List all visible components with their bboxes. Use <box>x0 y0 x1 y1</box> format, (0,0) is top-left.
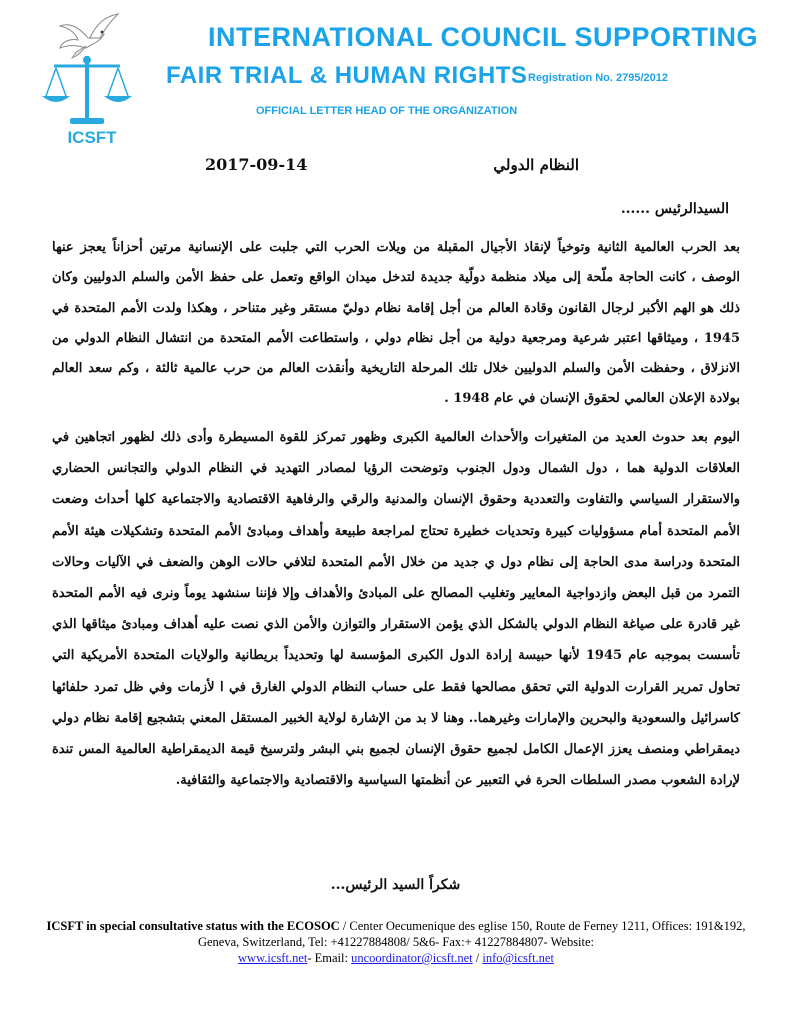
email-separator: / <box>472 951 483 965</box>
email-label: - Email: <box>307 951 352 965</box>
registration-number: Registration No. 2795/2012 <box>528 72 669 84</box>
dove-icon <box>60 14 118 58</box>
closing-line: شكراً السيد الرئيس... <box>330 877 461 893</box>
body-paragraph-2: اليوم بعد حدوث العديد من المتغيرات والأحداث العالمية الكبرى وظهور تمركز للقوة المسيطرة وأدى ذلك لظهور اتجاهين في العلاقات الدولية هما ، دول الشمال ودول الجنوب وتوضحت الرؤيا لمصادر التهديد في النظام الدولي والتجانس الحضاري والاستقرار السياسي والتفاوت والتعددية وحقوق الإنسان والمدنية والرقي والرفاهية الاقتصادية والاجتماعية كلها أحداث وضعت الأمم المتحدة أمام مسؤوليات كبيرة وتحديات خطيرة تحتاج لمراجعة طبيعة وأهداف ومبادئ الأمم المتحدة وتشكيلات هيئة الأمم المتحدة ودراسة مدى الحاجة إلى نظام دول ي جديد من خلال الأمم المتحدة لتلافي حالات الوهن والضعف في الآليات وحالات التمرد من قبل البعض وازدواجية المعايير وتغليب المصالح على المبادئ والأهداف وإلا فإننا سنشهد يوماً ونرى فيه الأمم المتحدة غير قادرة على صياغة النظام الدولي بالشكل الذي يؤمن الاستقرار والتوازن والأمن الذي نصت عليه أهداف ومبادئ ميثاقها الذي تأسست بموجبه عام 1945 لأنها حبيسة إرادة الدول الكبرى المؤسسة لها وتحديداً بريطانية والولايات المتحدة الأمريكية التي تحاول تمرير القرارت الدولية التي تحقق مصالحها فقط على حساب النظام الدولي الغارق في ا لأزمات وفي ظل تمرد حلفائها كاسرائيل والسعودية والبحرين والإمارات وغيرهما.. وهنا لا بد من الإشارة لولاية الخبير المستقل المعني بتشجيع إقامة نظام دولي ديمقراطي ومنصف يعزز الإعمال الكامل لجميع حقوق الإنسان لجميع بني البشر ولترسيخ قيمة الديمقراطية العالمية المس تندة لإرادة الشعوب مصدر السلطات الحرة في التعبير عن أنظمتها السياسية والاقتصادية والاجتماعية والثقافية. <box>52 430 740 789</box>
letter-subject: النظام الدولي <box>493 156 579 174</box>
letterhead-caption: OFFICIAL LETTER HEAD OF THE ORGANIZATION <box>256 105 518 117</box>
scales-of-justice-icon <box>42 56 132 124</box>
footer <box>40 918 752 966</box>
footer-address: / Center Oecumenique des eglise 150, Route de Ferney 1211, Offices: 191&192, Geneva, Switzerland, Tel: +41227884808/ 5&6- Fax:+ 41227884807- Website: <box>197 919 746 949</box>
email-link-info[interactable]: info@icsft.net <box>482 951 554 965</box>
footer-org-status: ICSFT in special consultative status with the ECOSOC <box>46 919 340 933</box>
email-link-coordinator[interactable]: uncoordinator@icsft.net <box>351 951 473 965</box>
salutation: السيدالرئيس ...... <box>620 201 729 217</box>
organization-name-line2: FAIR TRIAL & HUMAN RIGHTS <box>166 62 528 89</box>
letter-date: 2017-09-14 <box>205 155 308 174</box>
logo-text: ICSFT <box>67 128 117 147</box>
website-link[interactable]: www.icsft.net <box>238 951 308 965</box>
organization-name-line1: INTERNATIONAL COUNCIL SUPPORTING <box>208 22 759 52</box>
body-paragraph-1: بعد الحرب العالمية الثانية وتوخياً لإنقاذ الأجيال المقبلة من ويلات الحرب التي جلبت على الإنسانية مرتين أحزاناً يعجز عنها الوصف ، كانت الحاجة ملّحة إلى ميلاد منظمة دولّية جديدة لتدخل ميدان الواقع وتعمل على حفظ الأمن والسلم الدوليين وكان ذلك هو الهم الأكبر لرجال القانون وقادة العالم من أجل إقامة نظام دوليّ مستقر وغير متناحر ، وهكذا ولدت الأمم المتحدة في 1945 ، وميثاقها اعتبر شرعية ومرجعية دولية من أجل نظام دولي ، واستطاعت الأمم المتحدة من انتشال النظام الدولي من الانزلاق ، وحفظت الأمن والسلم الدوليين خلال تلك المرحلة التاريخية وأنقذت العالم من حرب عالمية ثالثة ، وكم سعد العالم بولادة الإعلان العالمي لحقوق الإنسان في عام 1948 . <box>52 240 740 407</box>
